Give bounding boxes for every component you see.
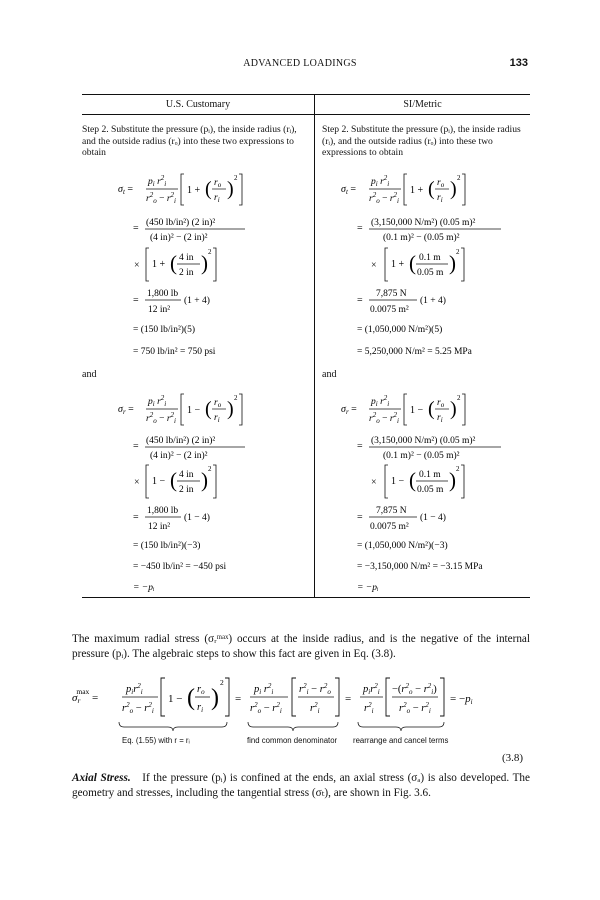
formula-denominator: $r^2_o - r^2_i$ bbox=[146, 191, 176, 205]
left-t-den1: (4 in)² − (2 in)² bbox=[150, 233, 208, 243]
svg-text:σrmax =: σrmax = bbox=[72, 687, 99, 705]
left-t-factor2: (1 + 4) bbox=[184, 296, 210, 306]
left-t-ratio-num: 4 in bbox=[179, 253, 194, 263]
svg-text:×: × bbox=[134, 260, 140, 271]
svg-text:): ) bbox=[227, 398, 234, 420]
right-t-num1: (3,150,000 N/m²) (0.05 m)² bbox=[371, 218, 476, 228]
right-r-line3: = (1,050,000 N/m²)(−3) bbox=[357, 541, 448, 551]
svg-text:): ) bbox=[201, 251, 208, 275]
formula-one-plus: 1 + bbox=[187, 185, 201, 196]
svg-text:=: = bbox=[357, 223, 363, 234]
left-t-den2: 12 in² bbox=[148, 305, 171, 315]
svg-text:ro: $r_o$ bbox=[214, 178, 222, 189]
svg-text:r2o − r2i: $r^2_o - r^2_i$ bbox=[146, 411, 176, 425]
svg-text:): ) bbox=[211, 685, 219, 711]
page-number: 133 bbox=[509, 57, 528, 69]
svg-text:r2i: $r^2_i$ bbox=[364, 701, 374, 715]
brace-label-2: find common denominator bbox=[247, 736, 338, 745]
svg-text:r2i − r2o: $r^2_i - r^2_o$ bbox=[299, 682, 331, 696]
svg-text:(: ( bbox=[428, 178, 435, 200]
svg-text:r2o − r2i: $r^2_o - r^2_i$ bbox=[399, 701, 431, 715]
svg-text:=: = bbox=[235, 693, 242, 705]
svg-text:r2o − r2i: $r^2_o - r^2_i$ bbox=[250, 701, 282, 715]
right-r-num1: (3,150,000 N/m²) (0.05 m)² bbox=[371, 436, 476, 446]
left-r-line4: = −450 lb/in² = −450 psi bbox=[133, 562, 227, 572]
left-r-num1: (450 lb/in²) (2 in)² bbox=[146, 436, 216, 446]
svg-text:2: 2 bbox=[208, 248, 212, 256]
right-r-line4: = −3,150,000 N/m² = −3.15 MPa bbox=[357, 562, 483, 572]
axial-stress-heading: Axial Stress. bbox=[72, 772, 131, 784]
right-t-line3: = (1,050,000 N/m²)(5) bbox=[357, 325, 443, 335]
right-t-line4: = 5,250,000 N/m² = 5.25 MPa bbox=[357, 347, 472, 357]
left-r-factor2: (1 − 4) bbox=[184, 513, 210, 523]
svg-text:×: × bbox=[371, 477, 377, 488]
svg-text:r2o − r2i: $r^2_o - r^2_i$ bbox=[369, 191, 399, 205]
svg-text:−(r2o − r2i): $-(r^2_o - r^2_i)$ bbox=[392, 682, 437, 696]
svg-text:×: × bbox=[371, 260, 377, 271]
svg-text:=: = bbox=[133, 512, 139, 523]
svg-text:ri: $r_i$ bbox=[214, 193, 220, 204]
svg-text:σr =: $\sigma_r$ = bbox=[341, 404, 357, 416]
svg-text:pi r2i: pi $r^2_i$ bbox=[254, 682, 274, 696]
table-head-rule bbox=[82, 114, 530, 115]
svg-text:=: = bbox=[133, 441, 139, 452]
svg-text:(: ( bbox=[409, 251, 416, 275]
svg-text:(: ( bbox=[170, 468, 177, 492]
svg-text:σt =: $\sigma_t$ = bbox=[341, 184, 357, 196]
svg-text:=: = bbox=[357, 295, 363, 306]
svg-text:2: 2 bbox=[208, 465, 212, 473]
left-t-ratio-den: 2 in bbox=[179, 268, 194, 278]
svg-text:1 −: 1 − bbox=[391, 476, 405, 487]
and-label-right: and bbox=[322, 369, 337, 380]
svg-text:ri: $r_i$ bbox=[437, 413, 443, 424]
right-r-line5: = −pᵢ bbox=[357, 583, 379, 593]
left-sigma-r-derivation bbox=[82, 385, 314, 597]
left-r-line3: = (150 lb/in²)(−3) bbox=[133, 541, 201, 551]
svg-text:1 +: 1 + bbox=[391, 259, 405, 270]
right-r-num2: 7,875 N bbox=[376, 506, 407, 516]
left-r-ratio-num: 4 in bbox=[179, 470, 194, 480]
svg-text:pir2i: pir$^2_i$ bbox=[363, 682, 380, 696]
svg-text:(: ( bbox=[187, 685, 195, 711]
right-t-num2: 7,875 N bbox=[376, 289, 407, 299]
svg-text:2: 2 bbox=[456, 465, 460, 473]
svg-text:=: = bbox=[357, 441, 363, 452]
svg-text:1 −: 1 − bbox=[410, 405, 424, 416]
right-r-factor2: (1 − 4) bbox=[420, 513, 446, 523]
svg-text:=: = bbox=[357, 512, 363, 523]
svg-text:=: = bbox=[345, 693, 352, 705]
right-t-factor2: (1 + 4) bbox=[420, 296, 446, 306]
svg-text:r2i: $r^2_i$ bbox=[310, 701, 320, 715]
left-sigma-t-derivation bbox=[82, 168, 314, 368]
svg-text:2: 2 bbox=[457, 174, 461, 182]
left-r-line5: = −pᵢ bbox=[133, 583, 155, 593]
left-step-text: Step 2. Substitute the pressure (pᵢ), the inside radius (rᵢ), and the outside radius (rₒ) into these two expressions to obtain bbox=[82, 124, 297, 158]
svg-text:2: 2 bbox=[234, 394, 238, 402]
sigma-t-symbol: $\sigma_t$ = bbox=[118, 184, 134, 196]
svg-text:1 −: 1 − bbox=[168, 693, 183, 705]
svg-text:1 −: 1 − bbox=[187, 405, 201, 416]
left-t-line4: = 750 lb/in² = 750 psi bbox=[133, 347, 216, 357]
svg-text:ri: $r_i$ bbox=[437, 193, 443, 204]
svg-text:pi r2i: $p_i$ $r^2_i$ bbox=[371, 394, 390, 408]
svg-text:=: = bbox=[133, 295, 139, 306]
svg-text:ro: ro bbox=[197, 684, 205, 696]
right-r-den1: (0.1 m)² − (0.05 m)² bbox=[383, 451, 460, 461]
left-t-num2: 1,800 lb bbox=[147, 289, 179, 299]
svg-text:ro: $r_o$ bbox=[437, 398, 445, 409]
left-r-ratio-den: 2 in bbox=[179, 485, 194, 495]
svg-text:=: = bbox=[133, 223, 139, 234]
svg-text:ro: $r_o$ bbox=[437, 178, 445, 189]
formula-numerator: $p_i$ $r^2_i$ bbox=[148, 174, 167, 188]
svg-text:): ) bbox=[450, 398, 457, 420]
left-r-num2: 1,800 lb bbox=[147, 506, 179, 516]
left-column-heading: U.S. Customary bbox=[165, 99, 231, 110]
right-t-den1: (0.1 m)² − (0.05 m)² bbox=[383, 233, 460, 243]
paren-open: ( bbox=[205, 178, 212, 200]
svg-text:σr =: $\sigma_r$ = bbox=[118, 404, 134, 416]
right-t-ratio-num: 0.1 m bbox=[419, 253, 441, 263]
svg-text:2: 2 bbox=[234, 174, 238, 182]
svg-text:ri: $r_i$ bbox=[214, 413, 220, 424]
right-column-heading: SI/Metric bbox=[403, 99, 442, 110]
right-r-den2: 0.0075 m² bbox=[370, 522, 409, 532]
running-title: ADVANCED LOADINGS bbox=[243, 58, 357, 69]
table-top-rule bbox=[82, 94, 530, 95]
svg-text:ro: $r_o$ bbox=[214, 398, 222, 409]
right-t-ratio-den: 0.05 m bbox=[417, 268, 444, 278]
svg-text:r2o − r2i: $r^2_o - r^2_i$ bbox=[369, 411, 399, 425]
svg-text:2: 2 bbox=[457, 394, 461, 402]
svg-text:2: 2 bbox=[220, 678, 224, 687]
svg-text:): ) bbox=[227, 178, 234, 200]
right-sigma-t-derivation bbox=[315, 168, 530, 368]
svg-text:(: ( bbox=[205, 398, 212, 420]
left-r-den1: (4 in)² − (2 in)² bbox=[150, 451, 208, 461]
svg-text:= −pi: = −pi bbox=[450, 693, 473, 706]
right-step-text: Step 2. Substitute the pressure (pᵢ), the inside radius (rᵢ), and the outside radius (rₒ) into these two expressions to obtain bbox=[322, 124, 521, 158]
svg-text:pi r2i: $p_i$ $r^2_i$ bbox=[371, 174, 390, 188]
svg-text:(: ( bbox=[428, 398, 435, 420]
page-header bbox=[0, 58, 600, 78]
svg-text:): ) bbox=[450, 178, 457, 200]
right-sigma-r-derivation bbox=[315, 385, 530, 597]
svg-text:): ) bbox=[449, 251, 456, 275]
table-bottom-rule bbox=[82, 597, 530, 598]
svg-text:): ) bbox=[201, 468, 208, 492]
axial-stress-text: If the pressure (pᵢ) is confined at the ends, an axial stress (σₐ) is also developed. The geometry and stresses, including the tangential stress (σₜ), are shown in Fig. 3.6. bbox=[72, 772, 530, 799]
equation-number: (3.8) bbox=[502, 752, 524, 764]
svg-text:(: ( bbox=[170, 251, 177, 275]
svg-text:ri: ri bbox=[197, 702, 204, 714]
right-t-den2: 0.0075 m² bbox=[370, 305, 409, 315]
svg-text:×: × bbox=[134, 477, 140, 488]
brace-label-3: rearrange and cancel terms bbox=[353, 736, 449, 745]
svg-text:): ) bbox=[449, 468, 456, 492]
svg-text:1 +: 1 + bbox=[410, 185, 424, 196]
paragraph-axial-stress bbox=[72, 771, 530, 800]
right-r-ratio-num: 0.1 m bbox=[419, 470, 441, 480]
left-r-den2: 12 in² bbox=[148, 522, 171, 532]
svg-text:(: ( bbox=[409, 468, 416, 492]
svg-text:2: 2 bbox=[456, 248, 460, 256]
svg-text:r2o − r2i: $r^2_o - r^2_i$ bbox=[122, 701, 154, 715]
brace-label-1: Eq. (1.55) with r = rᵢ bbox=[122, 736, 190, 745]
svg-text:1 +: 1 + bbox=[152, 259, 166, 270]
paragraph-max-radial-stress: The maximum radial stress (σᵣᵐᵃˣ) occurs at the inside radius, and is the negative of the internal pressure (pᵢ). The algebraic steps to show this fact are given in Eq. (3.8). bbox=[72, 633, 530, 660]
svg-text:pir2i: pir$^2_i$ bbox=[126, 682, 143, 696]
and-label-left: and bbox=[82, 369, 97, 380]
svg-text:pi r2i: $p_i$ $r^2_i$ bbox=[148, 394, 167, 408]
left-t-line3: = (150 lb/in²)(5) bbox=[133, 325, 196, 335]
right-r-ratio-den: 0.05 m bbox=[417, 485, 444, 495]
left-t-num1: (450 lb/in²) (2 in)² bbox=[146, 218, 216, 228]
svg-text:1 −: 1 − bbox=[152, 476, 166, 487]
